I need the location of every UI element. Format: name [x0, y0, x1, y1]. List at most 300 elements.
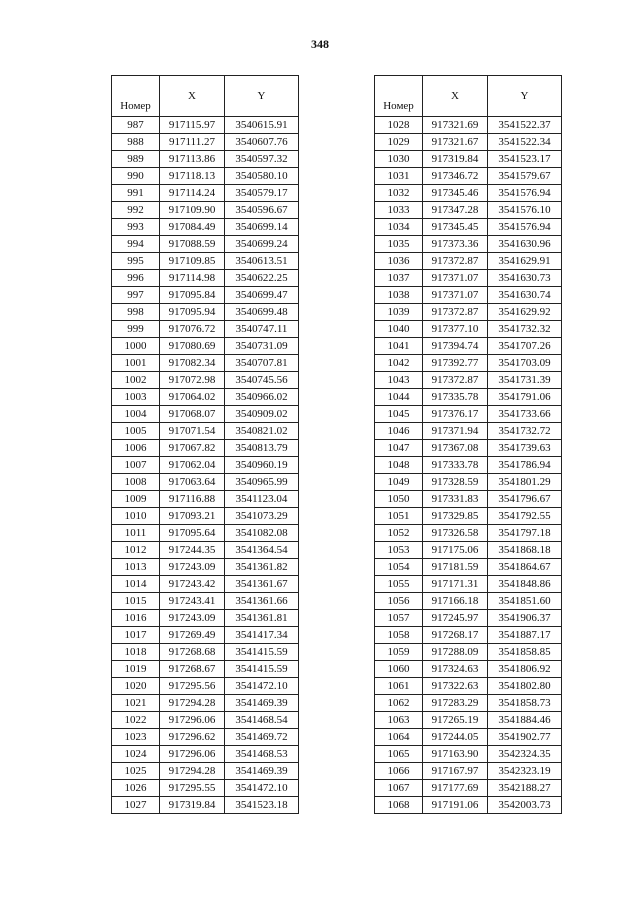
cell-number: 1067: [375, 780, 423, 797]
cell-x: 917283.29: [423, 695, 488, 712]
cell-y: 3541851.60: [488, 593, 562, 610]
cell-number: 1061: [375, 678, 423, 695]
cell-x: 917243.42: [160, 576, 225, 593]
cell-x: 917394.74: [423, 338, 488, 355]
cell-y: 3541415.59: [225, 644, 299, 661]
cell-y: 3541902.77: [488, 729, 562, 746]
table-row: [112, 236, 299, 253]
cell-y: 3541576.94: [488, 185, 562, 202]
cell-y: 3540707.81: [225, 355, 299, 372]
cell-number: 1013: [112, 559, 160, 576]
table-row: [112, 644, 299, 661]
cell-x: 917191.06: [423, 797, 488, 814]
cell-x: 917062.04: [160, 457, 225, 474]
cell-y: 3540731.09: [225, 338, 299, 355]
cell-number: 1003: [112, 389, 160, 406]
table-row: [112, 746, 299, 763]
cell-y: 3540747.11: [225, 321, 299, 338]
cell-x: 917372.87: [423, 304, 488, 321]
cell-x: 917376.17: [423, 406, 488, 423]
cell-y: 3542003.73: [488, 797, 562, 814]
coordinates-table-left: [111, 75, 299, 814]
cell-y: 3541472.10: [225, 780, 299, 797]
cell-number: 1052: [375, 525, 423, 542]
cell-x: 917116.88: [160, 491, 225, 508]
cell-number: 1006: [112, 440, 160, 457]
cell-y: 3541522.34: [488, 134, 562, 151]
cell-y: 3541887.17: [488, 627, 562, 644]
cell-y: 3541732.32: [488, 321, 562, 338]
cell-x: 917373.36: [423, 236, 488, 253]
table-row: [112, 559, 299, 576]
cell-y: 3542323.19: [488, 763, 562, 780]
cell-x: 917392.77: [423, 355, 488, 372]
table-row: [375, 304, 562, 321]
cell-y: 3540909.02: [225, 406, 299, 423]
cell-x: 917371.07: [423, 270, 488, 287]
cell-x: 917345.45: [423, 219, 488, 236]
table-row: [112, 355, 299, 372]
cell-number: 1032: [375, 185, 423, 202]
cell-number: 1047: [375, 440, 423, 457]
cell-x: 917331.83: [423, 491, 488, 508]
table-row: [375, 712, 562, 729]
cell-x: 917329.85: [423, 508, 488, 525]
cell-number: 1011: [112, 525, 160, 542]
table-row: [375, 780, 562, 797]
cell-y: 3541361.67: [225, 576, 299, 593]
cell-number: 1068: [375, 797, 423, 814]
table-row: [375, 389, 562, 406]
cell-number: 1040: [375, 321, 423, 338]
cell-y: 3541576.94: [488, 219, 562, 236]
cell-number: 1043: [375, 372, 423, 389]
header-y: Y: [225, 76, 299, 117]
cell-number: 1059: [375, 644, 423, 661]
cell-x: 917166.18: [423, 593, 488, 610]
cell-number: 1012: [112, 542, 160, 559]
table-row: [375, 168, 562, 185]
cell-number: 990: [112, 168, 160, 185]
table-row: [112, 338, 299, 355]
table-row: [112, 627, 299, 644]
cell-x: 917181.59: [423, 559, 488, 576]
cell-x: 917163.90: [423, 746, 488, 763]
cell-number: 1046: [375, 423, 423, 440]
table-row: [375, 287, 562, 304]
cell-y: 3541732.72: [488, 423, 562, 440]
cell-number: 1014: [112, 576, 160, 593]
table-row: [112, 117, 299, 134]
cell-y: 3541703.09: [488, 355, 562, 372]
table-row: [375, 117, 562, 134]
cell-x: 917296.06: [160, 746, 225, 763]
cell-x: 917295.55: [160, 780, 225, 797]
table-row: [375, 440, 562, 457]
cell-y: 3540597.32: [225, 151, 299, 168]
table-row: [112, 457, 299, 474]
cell-y: 3541469.39: [225, 695, 299, 712]
cell-number: 1022: [112, 712, 160, 729]
cell-x: 917084.49: [160, 219, 225, 236]
cell-x: 917167.97: [423, 763, 488, 780]
cell-x: 917095.64: [160, 525, 225, 542]
table-row: [375, 627, 562, 644]
cell-number: 1060: [375, 661, 423, 678]
cell-number: 1016: [112, 610, 160, 627]
cell-x: 917068.07: [160, 406, 225, 423]
cell-number: 998: [112, 304, 160, 321]
cell-x: 917296.62: [160, 729, 225, 746]
table-row: [375, 491, 562, 508]
cell-y: 3541082.08: [225, 525, 299, 542]
cell-number: 996: [112, 270, 160, 287]
cell-x: 917071.54: [160, 423, 225, 440]
cell-x: 917269.49: [160, 627, 225, 644]
cell-number: 1017: [112, 627, 160, 644]
cell-y: 3541361.81: [225, 610, 299, 627]
cell-y: 3541579.67: [488, 168, 562, 185]
cell-number: 1009: [112, 491, 160, 508]
cell-number: 1029: [375, 134, 423, 151]
cell-number: 1058: [375, 627, 423, 644]
cell-number: 1004: [112, 406, 160, 423]
table-row: [112, 253, 299, 270]
cell-x: 917171.31: [423, 576, 488, 593]
cell-x: 917321.69: [423, 117, 488, 134]
cell-y: 3541707.26: [488, 338, 562, 355]
cell-x: 917296.06: [160, 712, 225, 729]
cell-y: 3540699.47: [225, 287, 299, 304]
table-row: [112, 423, 299, 440]
cell-x: 917319.84: [423, 151, 488, 168]
cell-x: 917294.28: [160, 695, 225, 712]
cell-y: 3541884.46: [488, 712, 562, 729]
table-row: [112, 219, 299, 236]
cell-x: 917111.27: [160, 134, 225, 151]
cell-number: 997: [112, 287, 160, 304]
cell-number: 1031: [375, 168, 423, 185]
cell-y: 3540607.76: [225, 134, 299, 151]
table-row: [112, 440, 299, 457]
cell-number: 1066: [375, 763, 423, 780]
cell-y: 3540615.91: [225, 117, 299, 134]
table-body: [112, 117, 299, 814]
cell-x: 917265.19: [423, 712, 488, 729]
cell-x: 917115.97: [160, 117, 225, 134]
table-row: [112, 763, 299, 780]
cell-number: 1024: [112, 746, 160, 763]
cell-number: 1010: [112, 508, 160, 525]
table-row: [375, 474, 562, 491]
cell-y: 3540745.56: [225, 372, 299, 389]
table-row: [112, 695, 299, 712]
table-row: [112, 508, 299, 525]
table-row: [112, 491, 299, 508]
cell-y: 3541786.94: [488, 457, 562, 474]
table-row: [375, 678, 562, 695]
cell-y: 3540699.24: [225, 236, 299, 253]
cell-x: 917268.17: [423, 627, 488, 644]
cell-x: 917095.84: [160, 287, 225, 304]
table-row: [375, 253, 562, 270]
table-row: [112, 151, 299, 168]
cell-x: 917063.64: [160, 474, 225, 491]
table-row: [375, 270, 562, 287]
cell-y: 3541361.66: [225, 593, 299, 610]
cell-x: 917243.09: [160, 559, 225, 576]
header-x: X: [423, 76, 488, 117]
table-row: [112, 593, 299, 610]
cell-x: 917321.67: [423, 134, 488, 151]
cell-number: 1015: [112, 593, 160, 610]
cell-y: 3541629.91: [488, 253, 562, 270]
cell-x: 917088.59: [160, 236, 225, 253]
cell-number: 1050: [375, 491, 423, 508]
cell-x: 917324.63: [423, 661, 488, 678]
cell-number: 1025: [112, 763, 160, 780]
cell-x: 917333.78: [423, 457, 488, 474]
cell-y: 3541523.17: [488, 151, 562, 168]
cell-y: 3541858.85: [488, 644, 562, 661]
cell-y: 3541797.18: [488, 525, 562, 542]
cell-y: 3541792.55: [488, 508, 562, 525]
table-row: [375, 185, 562, 202]
cell-x: 917372.87: [423, 253, 488, 270]
cell-y: 3541576.10: [488, 202, 562, 219]
cell-number: 994: [112, 236, 160, 253]
cell-number: 1055: [375, 576, 423, 593]
cell-x: 917371.94: [423, 423, 488, 440]
coordinates-table-right: [374, 75, 562, 814]
table-row: [375, 457, 562, 474]
cell-y: 3541802.80: [488, 678, 562, 695]
cell-y: 3542188.27: [488, 780, 562, 797]
cell-number: 1039: [375, 304, 423, 321]
cell-number: 1020: [112, 678, 160, 695]
cell-x: 917372.87: [423, 372, 488, 389]
cell-x: 917064.02: [160, 389, 225, 406]
cell-x: 917245.97: [423, 610, 488, 627]
cell-y: 3541523.18: [225, 797, 299, 814]
cell-number: 1026: [112, 780, 160, 797]
cell-x: 917243.41: [160, 593, 225, 610]
cell-number: 995: [112, 253, 160, 270]
cell-x: 917114.24: [160, 185, 225, 202]
table-row: [375, 695, 562, 712]
cell-y: 3541073.29: [225, 508, 299, 525]
cell-y: 3541468.53: [225, 746, 299, 763]
cell-number: 1030: [375, 151, 423, 168]
cell-y: 3541801.29: [488, 474, 562, 491]
cell-x: 917268.68: [160, 644, 225, 661]
cell-number: 1028: [375, 117, 423, 134]
table-row: [112, 712, 299, 729]
table-row: [375, 542, 562, 559]
table-row: [375, 644, 562, 661]
cell-number: 1051: [375, 508, 423, 525]
table-row: [112, 389, 299, 406]
cell-x: 917345.46: [423, 185, 488, 202]
cell-y: 3541868.18: [488, 542, 562, 559]
cell-number: 1053: [375, 542, 423, 559]
cell-number: 1008: [112, 474, 160, 491]
cell-y: 3541469.39: [225, 763, 299, 780]
cell-y: 3541629.92: [488, 304, 562, 321]
cell-x: 917326.58: [423, 525, 488, 542]
cell-number: 993: [112, 219, 160, 236]
table-row: [112, 185, 299, 202]
cell-x: 917177.69: [423, 780, 488, 797]
header-y: Y: [488, 76, 562, 117]
cell-number: 1021: [112, 695, 160, 712]
cell-x: 917294.28: [160, 763, 225, 780]
table-row: [375, 729, 562, 746]
table-row: [112, 134, 299, 151]
table-row: [375, 406, 562, 423]
cell-number: 1063: [375, 712, 423, 729]
cell-y: 3541858.73: [488, 695, 562, 712]
cell-y: 3541415.59: [225, 661, 299, 678]
table-row: [375, 219, 562, 236]
table-row: [375, 525, 562, 542]
cell-y: 3541791.06: [488, 389, 562, 406]
cell-number: 987: [112, 117, 160, 134]
page-number: 348: [311, 37, 329, 51]
cell-y: 3541848.86: [488, 576, 562, 593]
table-row: [375, 151, 562, 168]
cell-y: 3541864.67: [488, 559, 562, 576]
cell-number: 1035: [375, 236, 423, 253]
cell-x: 917072.98: [160, 372, 225, 389]
cell-x: 917328.59: [423, 474, 488, 491]
cell-y: 3541123.04: [225, 491, 299, 508]
cell-y: 3541796.67: [488, 491, 562, 508]
cell-y: 3541630.96: [488, 236, 562, 253]
cell-x: 917244.35: [160, 542, 225, 559]
cell-number: 1000: [112, 338, 160, 355]
cell-y: 3540699.14: [225, 219, 299, 236]
cell-x: 917319.84: [160, 797, 225, 814]
table-row: [112, 610, 299, 627]
cell-y: 3540622.25: [225, 270, 299, 287]
table-row: [375, 236, 562, 253]
cell-y: 3541522.37: [488, 117, 562, 134]
table-row: [112, 270, 299, 287]
cell-y: 3541733.66: [488, 406, 562, 423]
cell-y: 3540821.02: [225, 423, 299, 440]
cell-x: 917367.08: [423, 440, 488, 457]
cell-x: 917347.28: [423, 202, 488, 219]
table-row: [375, 134, 562, 151]
cell-x: 917080.69: [160, 338, 225, 355]
table-row: [375, 355, 562, 372]
cell-number: 1048: [375, 457, 423, 474]
cell-number: 992: [112, 202, 160, 219]
cell-x: 917288.09: [423, 644, 488, 661]
cell-x: 917243.09: [160, 610, 225, 627]
cell-y: 3541472.10: [225, 678, 299, 695]
cell-x: 917113.86: [160, 151, 225, 168]
cell-x: 917322.63: [423, 678, 488, 695]
table-row: [375, 338, 562, 355]
cell-x: 917118.13: [160, 168, 225, 185]
cell-number: 1018: [112, 644, 160, 661]
cell-y: 3541361.82: [225, 559, 299, 576]
cell-number: 1057: [375, 610, 423, 627]
cell-number: 999: [112, 321, 160, 338]
cell-y: 3541806.92: [488, 661, 562, 678]
table-row: [375, 559, 562, 576]
table-row: [112, 202, 299, 219]
cell-y: 3541731.39: [488, 372, 562, 389]
cell-y: 3541417.34: [225, 627, 299, 644]
cell-x: 917268.67: [160, 661, 225, 678]
header-number: Номер: [375, 76, 423, 117]
table-row: [112, 406, 299, 423]
table-row: [375, 763, 562, 780]
table-row: [375, 508, 562, 525]
cell-number: 1034: [375, 219, 423, 236]
cell-x: 917109.85: [160, 253, 225, 270]
cell-x: 917114.98: [160, 270, 225, 287]
table-row: [375, 372, 562, 389]
cell-number: 1064: [375, 729, 423, 746]
cell-y: 3541468.54: [225, 712, 299, 729]
cell-number: 1002: [112, 372, 160, 389]
cell-number: 1065: [375, 746, 423, 763]
cell-number: 1049: [375, 474, 423, 491]
cell-y: 3540699.48: [225, 304, 299, 321]
table-row: [112, 661, 299, 678]
table-row: [112, 321, 299, 338]
cell-number: 1005: [112, 423, 160, 440]
cell-x: 917109.90: [160, 202, 225, 219]
table-row: [375, 321, 562, 338]
cell-number: 1038: [375, 287, 423, 304]
cell-number: 1033: [375, 202, 423, 219]
table-row: [112, 542, 299, 559]
table-row: [375, 576, 562, 593]
cell-number: 989: [112, 151, 160, 168]
cell-number: 1023: [112, 729, 160, 746]
table-row: [112, 304, 299, 321]
cell-number: 988: [112, 134, 160, 151]
cell-number: 1007: [112, 457, 160, 474]
table-row: [375, 797, 562, 814]
cell-number: 1054: [375, 559, 423, 576]
cell-x: 917335.78: [423, 389, 488, 406]
cell-y: 3540813.79: [225, 440, 299, 457]
table-row: [112, 780, 299, 797]
table-row: [112, 372, 299, 389]
table-row: [375, 610, 562, 627]
cell-number: 1056: [375, 593, 423, 610]
cell-y: 3541739.63: [488, 440, 562, 457]
cell-number: 991: [112, 185, 160, 202]
cell-x: 917093.21: [160, 508, 225, 525]
cell-number: 1037: [375, 270, 423, 287]
cell-y: 3540966.02: [225, 389, 299, 406]
cell-number: 1019: [112, 661, 160, 678]
table-row: [112, 576, 299, 593]
cell-y: 3541906.37: [488, 610, 562, 627]
cell-x: 917244.05: [423, 729, 488, 746]
cell-number: 1045: [375, 406, 423, 423]
cell-y: 3540596.67: [225, 202, 299, 219]
table-row: [375, 746, 562, 763]
cell-number: 1036: [375, 253, 423, 270]
